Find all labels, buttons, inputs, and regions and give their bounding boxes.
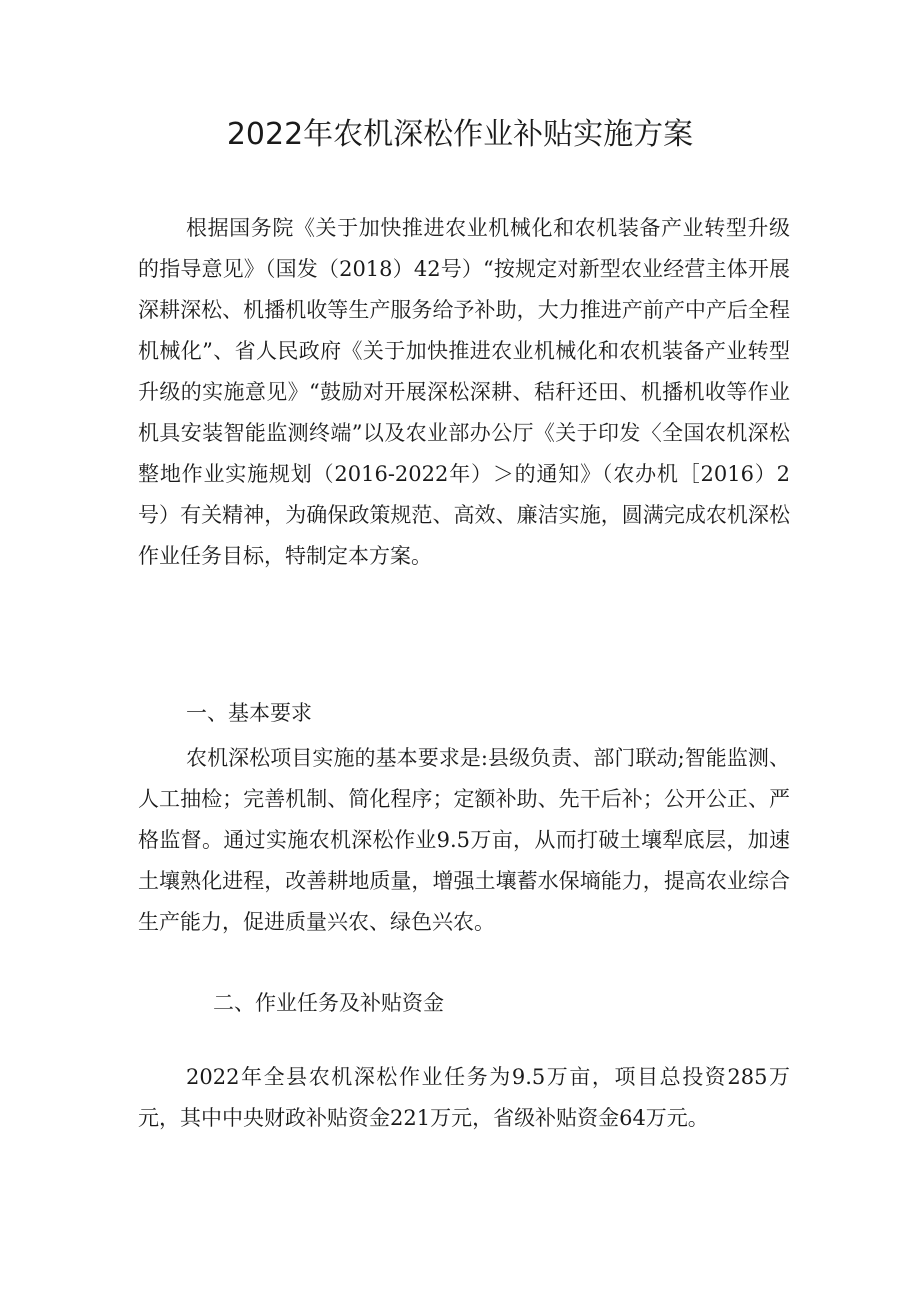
section-1-paragraph: 农机深松项目实施的基本要求是:县级负责、部门联动;智能监测、人工抽检；完善机制、简化程序；定额补助、先干后补；公开公正、严格监督。通过实施农机深松作业9.5万亩，从而打破土壤犁底层，加速土壤熟化进程，改善耕地质量，增强土壤蓄水保墒能力，提高农业综合生产能力，促进质量兴农、绿色兴农。	[138, 746, 790, 934]
section-2-heading: 二、作业任务及补贴资金	[213, 991, 444, 1015]
section-1-heading: 一、基本要求	[186, 701, 312, 725]
intro-paragraph: 根据国务院《关于加快推进农业机械化和农机装备产业转型升级的指导意见》（国发（2018）42号）“按规定对新型农业经营主体开展深耕深松、机播机收等生产服务给予补助，大力推进产前产中产后全程机械化”、省人民政府《关于加快推进农业机械化和农机装备产业转型升级的实施意见》“鼓励对开展深松深耕、秸秆还田、机播机收等作业机具安装智能监测终端”以及农业部办公厅《关于印发〈全国农机深松整地作业实施规划（2016-2022年）＞的通知》（农办机［2016）2号）有关精神，为确保政策规范、高效、廉洁实施，圆满完成农机深松作业任务目标，特制定本方案。	[138, 216, 790, 568]
section-2-paragraph: 2022年全县农机深松作业任务为9.5万亩，项目总投资285万元，其中中央财政补贴资金221万元，省级补贴资金64万元。	[138, 1065, 790, 1130]
document-title: 2022年农机深松作业补贴实施方案	[226, 117, 694, 152]
